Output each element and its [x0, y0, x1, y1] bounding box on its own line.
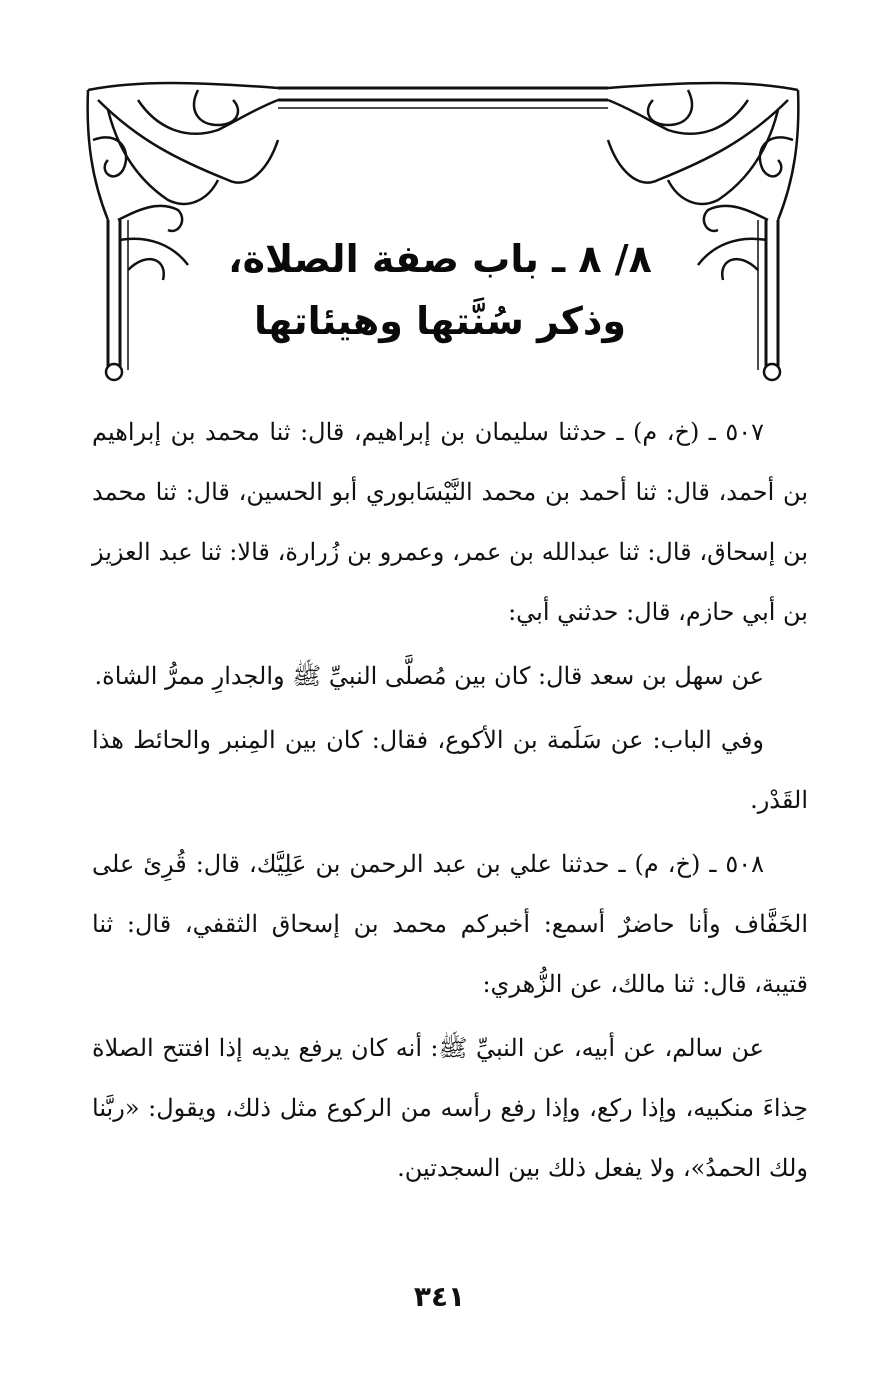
chapter-title: ٨/ ٨ ـ باب صفة الصلاة،: [228, 237, 652, 281]
hadith-507-text: عن سهل بن سعد قال: كان بين مُصلَّى النبيِّ ﷺ والجدارِ ممرُّ الشاة.: [94, 662, 764, 690]
chapter-subtitle: وذكر سُنَّتها وهيئاتها: [254, 299, 626, 343]
hadith-508-text: عن سالم، عن أبيه، عن النبيِّ ﷺ: أنه كان يرفع يديه إذا افتتح الصلاة حِذاءَ منكبيه، وإذا ركع، وإذا رفع رأسه من الركوع مثل ذلك، ويقول: «ربَّنا ولك الحمدُ»، ولا يفعل ذلك بين السجدتين.: [92, 1034, 808, 1182]
chapter-heading: [150, 228, 730, 352]
body-text: [92, 402, 808, 1198]
hadith-507-chapter-note: وفي الباب: عن سَلَمة بن الأكوع، فقال: كان بين المِنبر والحائط هذا القَدْر.: [92, 726, 808, 814]
page-number: ٣٤١: [413, 1280, 466, 1313]
hadith-508-isnad: ٥٠٨ ـ (خ، م) ـ حدثنا علي بن عبد الرحمن بن عَلِيَّك، قال: قُرِئ على الخَفَّاف وأنا حاضرٌ أسمع: أخبركم محمد بن إسحاق الثقفي، قال: ثنا قتيبة، قال: ثنا مالك، عن الزُّهري:: [92, 850, 808, 998]
hadith-507-isnad: ٥٠٧ ـ (خ، م) ـ حدثنا سليمان بن إبراهيم، قال: ثنا محمد بن إبراهيم بن أحمد، قال: ثنا أحمد بن محمد النَّيْسَابوري أبو الحسين، قال: ثنا محمد بن إسحاق، قال: ثنا عبدالله بن عمر، وعمرو بن زُرارة، قالا: ثنا عبد العزيز بن أبي حازم، قال: حدثني أبي:: [92, 418, 808, 626]
